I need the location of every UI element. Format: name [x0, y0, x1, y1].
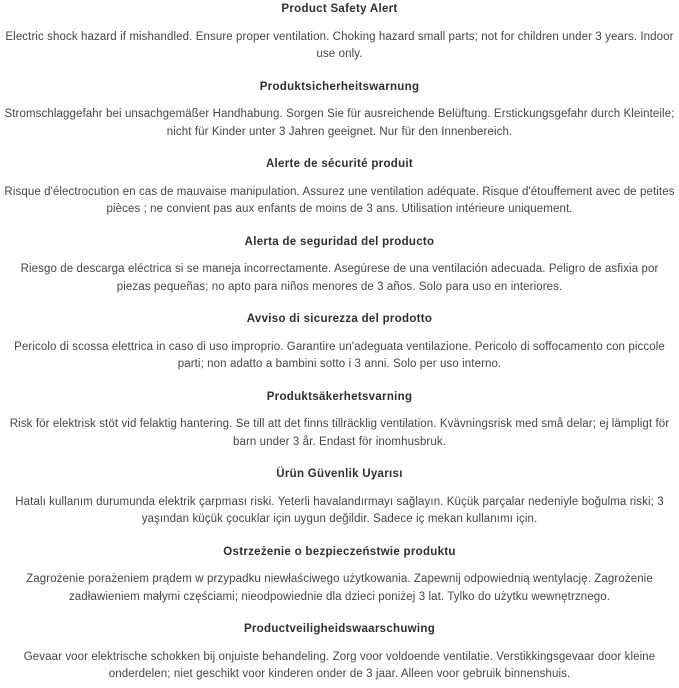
safety-heading-en: Product Safety Alert: [281, 3, 398, 15]
safety-heading-es: Alerta de seguridad del producto: [244, 235, 435, 248]
safety-section-sv: [3, 389, 676, 452]
safety-section-nl: [3, 621, 676, 684]
safety-text-tr: Hatalı kullanım durumunda elektrik çarpması riski. Yeterli havalandırmayı sağlayın. Küçük parçalar nedeniyle boğulma riski; 3 yaşından küçük çocuklar için uygun değildir. Sadece iç mekan kullanımı için.: [15, 495, 664, 525]
safety-text-pl: Zagrożenie porażeniem prądem w przypadku niewłaściwego użytkowania. Zapewnij odpowiednią wentylację. Zagrożenie zadławieniem małymi częściami; nieodpowiednie dla dzieci poniżej 3 lat. Tylko do użytku wewnętrznego.: [26, 573, 653, 603]
safety-text-de: Stromschlaggefahr bei unsachgemäßer Handhabung. Sorgen Sie für ausreichende Belüftung. Erstickungsgefahr durch Kleinteile; nicht für Kinder unter 3 Jahren geeignet. Nur für den Innenbereich.: [4, 108, 675, 138]
safety-text-it: Pericolo di scossa elettrica in caso di uso improprio. Garantire un'adeguata ventilazione. Pericolo di soffocamento con piccole parti; non adatto a bambini sotto i 3 anni. Solo per uso interno.: [14, 340, 665, 370]
safety-heading-it: Avviso di sicurezza del prodotto: [246, 313, 433, 325]
safety-text-fr: Risque d'électrocution en cas de mauvaise manipulation. Assurez une ventilation adéquate. Risque d'étouffement avec de petites pièces ; ne convient pas aux enfants de moins de 3 ans. Utilisation intérieure uniquement.: [4, 185, 675, 215]
safety-heading-nl: Productveiligheidswaarschuwing: [243, 623, 436, 635]
safety-section-fr: [3, 156, 676, 219]
safety-heading-tr: Ürün Güvenlik Uyarısı: [276, 468, 403, 480]
safety-heading-sv: Produktsäkerhetsvarning: [266, 390, 413, 403]
safety-text-sv: Risk för elektrisk stöt vid felaktig hantering. Se till att det finns tillräcklig ventilation. Kvävningsrisk med små delar; ej lämpligt för barn under 3 år. Endast för inomhusbruk.: [9, 418, 670, 448]
safety-section-tr: [3, 466, 676, 529]
safety-text-es: Riesgo de descarga eléctrica si se maneja incorrectamente. Asegúrese de una ventilación adecuada. Peligro de asfixia por piezas pequeñas; no apto para niños menores de 3 años. Solo para uso en interiores.: [20, 263, 659, 293]
safety-heading-de: Produktsicherheitswarnung: [259, 80, 420, 93]
safety-section-pl: [3, 544, 676, 607]
safety-heading-fr: Alerte de sécurité produit: [265, 158, 414, 170]
safety-text-en: Electric shock hazard if mishandled. Ensure proper ventilation. Choking hazard small parts; not for children under 3 years. Indoor use only.: [5, 30, 674, 60]
safety-section-en: [3, 1, 676, 64]
safety-text-nl: Gevaar voor elektrische schokken bij onjuiste behandeling. Zorg voor voldoende ventilatie. Verstikkingsgevaar door kleine onderdelen; niet geschikt voor kinderen onder de 3 jaar. Alleen voor gebruik binnenshuis.: [23, 650, 656, 680]
safety-section-it: [3, 311, 676, 374]
safety-heading-pl: Ostrzeżenie o bezpieczeństwie produktu: [223, 545, 456, 558]
safety-section-de: [3, 79, 676, 142]
safety-section-es: [3, 234, 676, 297]
